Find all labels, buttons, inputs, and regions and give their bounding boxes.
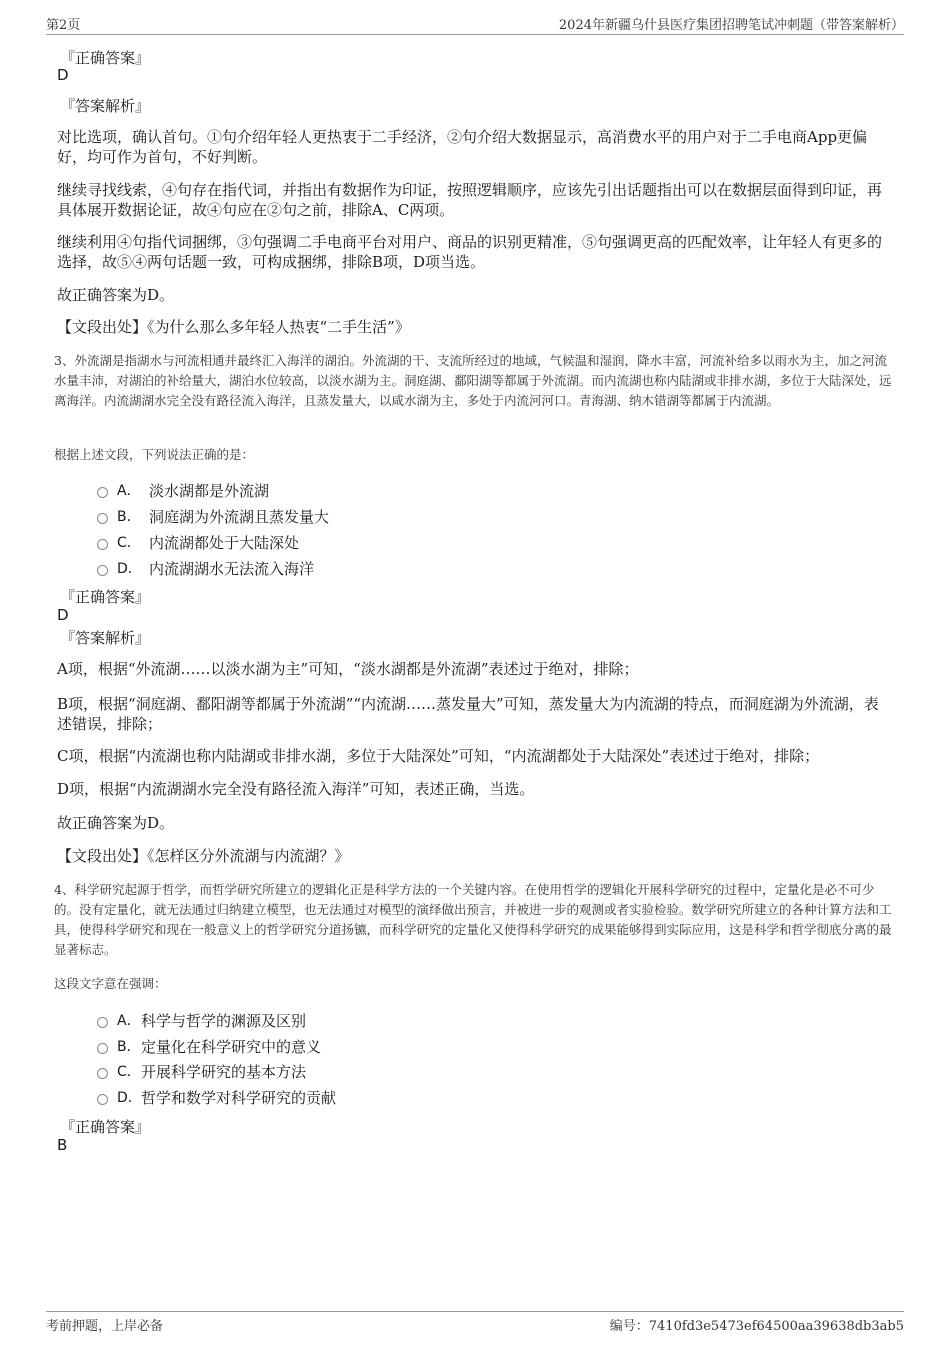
question-stem: 4、科学研究起源于哲学，而哲学研究所建立的逻辑化正是科学方法的一个关键内容。在使用哲学的逻辑化开展科学研究的过程中，定量化是必不可少的。没有定量化，就无法通过归纳建立模型，也无法通过对模型的演绎做出预言，并被进一步的观测或者实验检验。数学研究所建立的各种计算方法和工具，使得科学研究和现在一般意义上的哲学研究分道扬镳，而科学研究的定量化又使得科学研究的成果能够得到实际应用，这是科学和哲学彻底分离的最显著标志。 bbox=[54, 882, 892, 957]
option-text: 内流湖都处于大陆深处 bbox=[149, 533, 300, 552]
page-header bbox=[46, 12, 904, 35]
radio-icon[interactable] bbox=[97, 513, 108, 524]
option-letter: D． bbox=[117, 561, 142, 577]
analysis-paragraph: 继续寻找线索，④句存在指代词，并指出有数据作为印证，按照逻辑顺序，应该先引出话题指出可以在数据层面得到印证，再具体展开数据论证，故④句应在②句之前，排除A、C两项。 bbox=[57, 181, 883, 219]
answer-label: 『正确答案』 bbox=[60, 1118, 151, 1136]
option-text: 淡水湖都是外流湖 bbox=[149, 481, 270, 500]
radio-icon[interactable] bbox=[97, 487, 108, 498]
option-text: 科学与哲学的渊源及区别 bbox=[141, 1011, 307, 1030]
analysis-paragraph: 对比选项，确认首句。①句介绍年轻人更热衷于二手经济，②句介绍大数据显示，高消费水平的用户对于二手电商App更偏好，均可作为首句，不好判断。 bbox=[57, 128, 868, 166]
option-c[interactable] bbox=[97, 1060, 306, 1082]
analysis-paragraph: A项，根据“外流湖……以淡水湖为主”可知，“淡水湖都是外流湖”表述过于绝对，排除； bbox=[57, 660, 639, 678]
option-letter: A． bbox=[117, 1013, 141, 1029]
answer-label: 『正确答案』 bbox=[60, 49, 151, 67]
option-text: 定量化在科学研究中的意义 bbox=[141, 1037, 322, 1056]
option-letter: D． bbox=[117, 1090, 142, 1106]
option-letter: A． bbox=[117, 483, 141, 499]
analysis-label: 『答案解析』 bbox=[60, 629, 151, 647]
answer-value: B bbox=[57, 1136, 68, 1154]
option-b[interactable] bbox=[97, 1035, 321, 1057]
answer-value: D bbox=[57, 606, 69, 624]
analysis-paragraph: B项，根据“洞庭湖、鄱阳湖等都属于外流湖”“内流湖……蒸发量大”可知，蒸发量大为内流湖的特点，而洞庭湖为外流湖，表述错误，排除； bbox=[57, 695, 879, 733]
source-citation: 【文段出处】《怎样区分外流湖与内流湖？》 bbox=[57, 847, 350, 865]
option-a[interactable] bbox=[97, 1009, 306, 1031]
radio-icon[interactable] bbox=[97, 1043, 108, 1054]
analysis-label: 『答案解析』 bbox=[60, 97, 151, 115]
analysis-paragraph: C项，根据“内流湖也称内陆湖或非排水湖，多位于大陆深处”可知，“内流湖都处于大陆深处”表述过于绝对，排除； bbox=[57, 747, 820, 765]
page-footer bbox=[46, 1311, 904, 1336]
page-number: 第2页 bbox=[46, 18, 81, 33]
radio-icon[interactable] bbox=[97, 565, 108, 576]
option-letter: B． bbox=[117, 1039, 141, 1055]
answer-label: 『正确答案』 bbox=[60, 588, 151, 606]
option-b[interactable] bbox=[97, 505, 329, 527]
footer-slogan: 考前押题，上岸必备 bbox=[46, 1319, 164, 1334]
question-prompt: 这段文字意在强调： bbox=[54, 976, 167, 991]
analysis-conclusion: 故正确答案为D。 bbox=[57, 286, 175, 304]
option-c[interactable] bbox=[97, 531, 299, 553]
option-letter: C． bbox=[117, 535, 141, 551]
question-stem: 3、外流湖是指湖水与河流相通并最终汇入海洋的湖泊。外流湖的干、支流所经过的地域，气候温和湿润，降水丰富，河流补给多以雨水为主，加之河流水量丰沛，对湖泊的补给量大，湖泊水位较高，以淡水湖为主。洞庭湖、鄱阳湖等都属于外流湖。而内流湖也称内陆湖或非排水湖，多位于大陆深处，远离海洋。内流湖湖水完全没有路径流入海洋，且蒸发量大，以咸水湖为主，多处于内流河河口。青海湖、纳木错湖等都属于内流湖。 bbox=[54, 353, 892, 408]
analysis-paragraph: 继续利用④句指代词捆绑，③句强调二手电商平台对用户、商品的识别更精准，⑤句强调更高的匹配效率，让年轻人有更多的选择，故⑤④两句话题一致，可构成捆绑，排除B项，D项当选。 bbox=[57, 233, 883, 271]
radio-icon[interactable] bbox=[97, 1068, 108, 1079]
option-a[interactable] bbox=[97, 479, 269, 501]
radio-icon[interactable] bbox=[97, 1017, 108, 1028]
question-prompt: 根据上述文段，下列说法正确的是： bbox=[54, 447, 255, 462]
option-letter: B． bbox=[117, 509, 141, 525]
answer-value: D bbox=[57, 66, 69, 84]
document-id: 编号：7410fd3e5473ef64500aa39638db3ab5 bbox=[609, 1319, 904, 1334]
option-d[interactable] bbox=[97, 1086, 336, 1108]
source-citation: 【文段出处】《为什么那么多年轻人热衷“二手生活”》 bbox=[57, 318, 410, 336]
option-letter: C． bbox=[117, 1064, 141, 1080]
option-text: 洞庭湖为外流湖且蒸发量大 bbox=[149, 507, 330, 526]
radio-icon[interactable] bbox=[97, 539, 108, 550]
option-d[interactable] bbox=[97, 557, 314, 579]
option-text: 开展科学研究的基本方法 bbox=[141, 1062, 307, 1081]
option-text: 内流湖湖水无法流入海洋 bbox=[149, 559, 315, 578]
document-title: 2024年新疆乌什县医疗集团招聘笔试冲刺题（带答案解析） bbox=[558, 18, 904, 33]
analysis-conclusion: 故正确答案为D。 bbox=[57, 814, 175, 832]
analysis-paragraph: D项，根据“内流湖湖水完全没有路径流入海洋”可知，表述正确，当选。 bbox=[57, 780, 535, 798]
option-text: 哲学和数学对科学研究的贡献 bbox=[141, 1088, 337, 1107]
radio-icon[interactable] bbox=[97, 1094, 108, 1105]
